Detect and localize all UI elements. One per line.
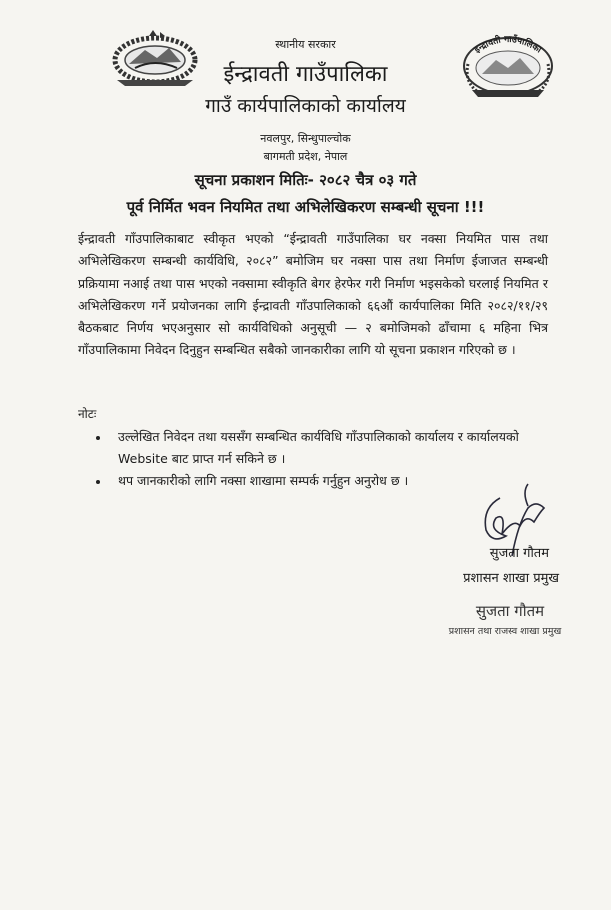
- office-name: गाउँ कार्यपालिकाको कार्यालय: [205, 95, 406, 117]
- government-label: स्थानीय सरकार: [275, 38, 336, 51]
- municipality-name: ईन्द्रावती गाउँपालिका: [223, 62, 388, 87]
- seal-text-path: इन्द्रावती गाउँपालिका: [472, 34, 543, 56]
- notice-body: ईन्द्रावती गाँउपालिकाबाट स्वीकृत भएको “ईन्द्रावती गाउँपालिका घर नक्सा नियमित पास तथा अभिलेखिकरण सम्बन्धी कार्यविधि, २०८२” बमोजिम घर नक्सा पास तथा निर्माण ईजाजत सम्बन्धी प्रक्रियामा नआई तथा पास भएको नक्सामा स्वीकृति बेगर हेरफेर गरी निर्माण भइसकेको घरलाई नियमित र अभिलेखिकरण गर्ने प्रयोजनका लागि ईन्द्रावती गाँउपालिकाको ६६औं कार्यपालिका मिति २०८२/११/२९ बैठकबाट निर्णय भएअनुसार सो कार्यविधिको अनुसूची — २ बमोजिमको ढाँचामा ६ महिना भित्र गाँउपालिकामा निवेदन दिनुहुन सम्बन्धित सबैको जानकारीका लागि यो सूचना प्रकाशन गरिएको छ ।: [78, 231, 548, 358]
- note-item: थप जानकारीको लागि नक्सा शाखामा सम्पर्क गर्नुहुन अनुरोध छ ।: [94, 470, 550, 492]
- address-line-2: बागमती प्रदेश, नेपाल: [263, 150, 348, 163]
- note-label: नोटः: [78, 407, 97, 421]
- address-line-1: नवलपुर, सिन्धुपाल्चोक: [260, 132, 351, 145]
- notice-subject: पूर्व निर्मित भवन नियमित तथा अभिलेखिकरण सम्बन्धी सूचना !!!: [126, 198, 485, 216]
- notice-date: सूचना प्रकाशन मितिः- २०८२ चैत्र ०३ गते: [194, 171, 417, 189]
- stamp-name: सुजता गौतम: [475, 602, 545, 620]
- signatory-name: सुजता गौतम: [489, 546, 549, 561]
- stamp-title: प्रशासन तथा राजस्व शाखा प्रमुख: [448, 626, 562, 637]
- note-item: उल्लेखित निवेदन तथा यससँग सम्बन्धित कार्यविधि गाँउपालिकाको कार्यालय र कार्यालयको Website बाट प्राप्त गर्न सकिने छ ।: [94, 426, 550, 470]
- signatory-title: प्रशासन शाखा प्रमुख: [463, 571, 559, 586]
